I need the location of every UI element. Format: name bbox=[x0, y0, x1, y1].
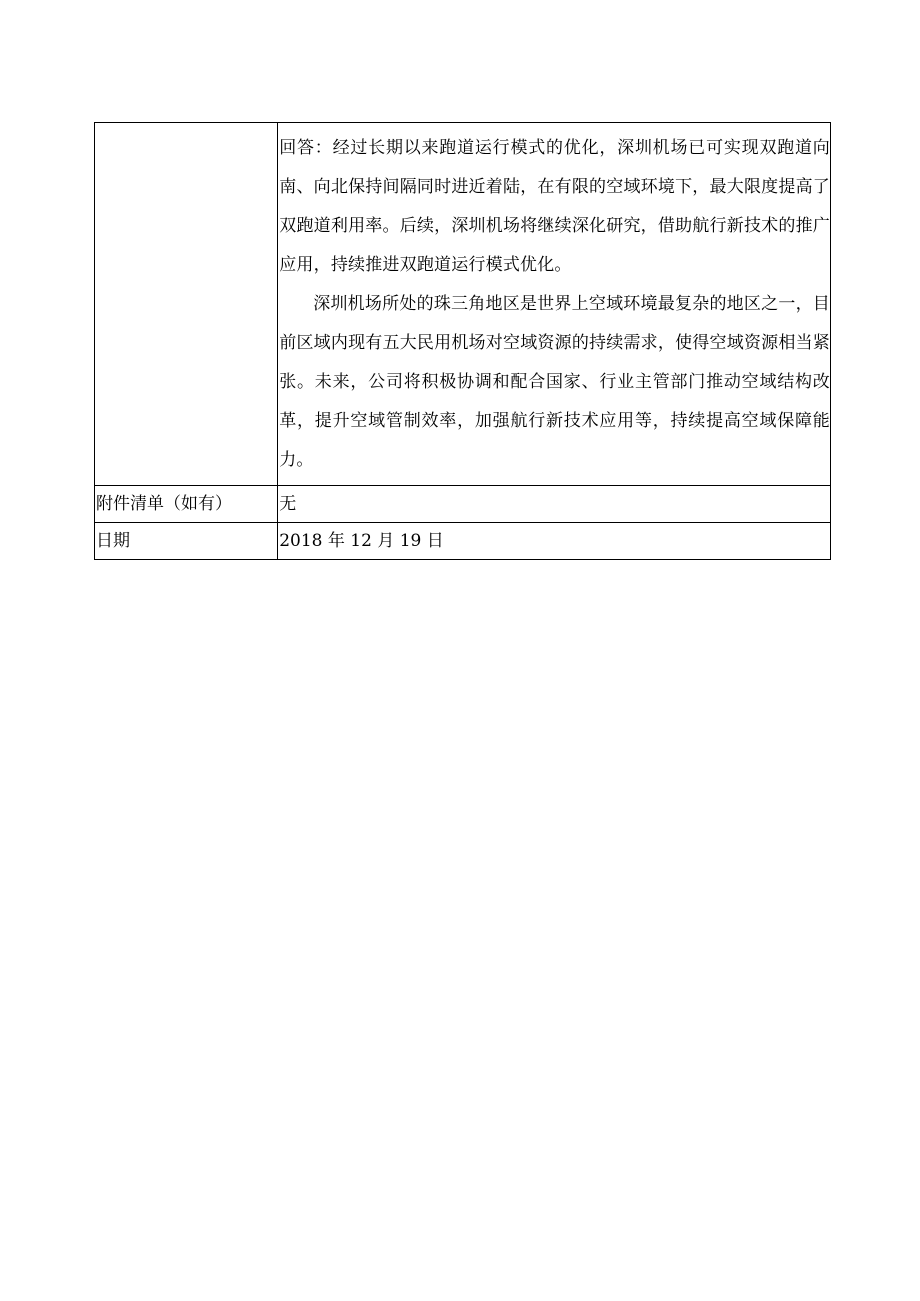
answer-paragraph-2: 深圳机场所处的珠三角地区是世界上空域环境最复杂的地区之一，目前区域内现有五大民用机场对空域资源的持续需求，使得空域资源相当紧张。未来，公司将积极协调和配合国家、行业主管部门推动空域结构改革，提升空域管制效率，加强航行新技术应用等，持续提高空域保障能力。 bbox=[279, 294, 830, 470]
attachments-label: 附件清单（如有） bbox=[96, 494, 232, 514]
date-label: 日期 bbox=[96, 531, 130, 551]
date-value-cell bbox=[278, 523, 831, 560]
attachments-label-cell bbox=[95, 486, 278, 523]
attachments-value: 无 bbox=[279, 494, 297, 514]
answer-paragraph-1: 回答：经过长期以来跑道运行模式的优化，深圳机场已可实现双跑道向南、向北保持间隔同时进近着陆，在有限的空域环境下，最大限度提高了双跑道利用率。后续，深圳机场将继续深化研究，借助航行新技术的推广应用，持续推进双跑道运行模式优化。 bbox=[279, 138, 830, 275]
answer-row bbox=[95, 123, 831, 486]
date-row bbox=[95, 523, 831, 560]
date-value: 2018 年 12 月 19 日 bbox=[279, 531, 444, 551]
attachments-row bbox=[95, 486, 831, 523]
answer-content-cell bbox=[278, 123, 831, 486]
date-label-cell bbox=[95, 523, 278, 560]
attachments-value-cell bbox=[278, 486, 831, 523]
answer-label-cell bbox=[95, 123, 278, 486]
document-table bbox=[94, 122, 831, 560]
